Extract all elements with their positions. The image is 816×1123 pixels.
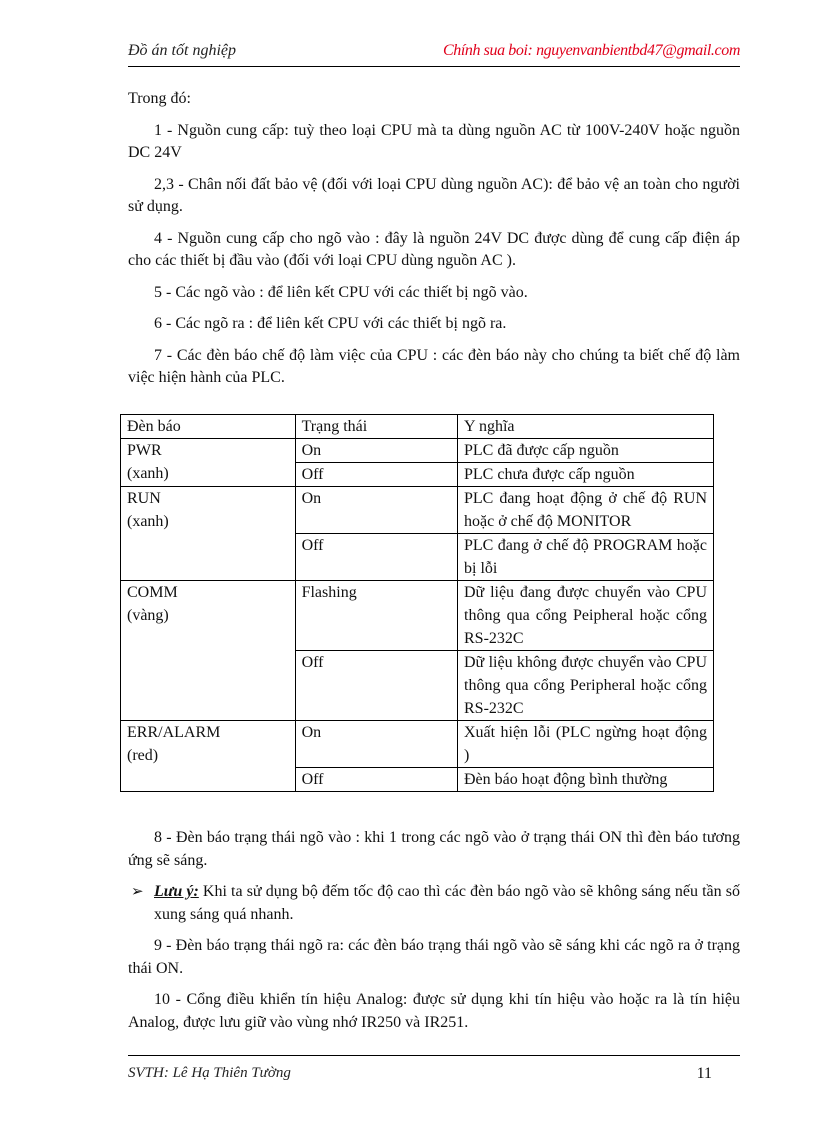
- led-name: PWR: [127, 442, 162, 459]
- state-cell: Off: [295, 768, 457, 792]
- header-meaning: Y nghĩa: [458, 415, 714, 439]
- item-5: 5 - Các ngõ vào : để liên kết CPU với các thiết bị ngõ vào.: [154, 283, 528, 301]
- note-text: Khi ta sử dụng bộ đếm tốc độ cao thì các đèn báo ngõ vào sẽ không sáng nếu tần số xung sáng quá nhanh.: [154, 883, 741, 923]
- page-footer: [128, 1055, 740, 1086]
- meaning-cell: PLC đang ở chế độ PROGRAM hoặc bị lỗi: [458, 534, 714, 581]
- led-name-cell: [121, 721, 296, 792]
- table-row: [121, 487, 714, 534]
- table-row: [121, 721, 714, 768]
- item-1: 1 - Nguồn cung cấp: tuỳ theo loại CPU mà ta dùng nguồn AC từ 100V-240V hoặc nguồn DC 24V: [128, 121, 740, 161]
- header-state: Trạng thái: [295, 415, 457, 439]
- led-color: (xanh): [127, 465, 169, 482]
- led-name-cell: [121, 581, 296, 721]
- item-8: 8 - Đèn báo trạng thái ngõ vào : khi 1 trong các ngõ vào ở trạng thái ON thì đèn báo tương ứng sẽ sáng.: [128, 829, 740, 869]
- item-7: 7 - Các đèn báo chế độ làm việc của CPU : các đèn báo này cho chúng ta biết chế độ làm việc hiện hành của PLC.: [128, 346, 740, 386]
- item-10: 10 - Cổng điều khiển tín hiệu Analog: được sử dụng khi tín hiệu vào hoặc ra là tín hiệu Analog, được lưu giữ vào vùng nhớ IR250 và IR251.: [128, 991, 740, 1031]
- state-cell: Off: [295, 534, 457, 581]
- led-name-cell: [121, 487, 296, 581]
- arrow-bullet-icon: ➢: [131, 884, 144, 900]
- state-cell: Off: [295, 463, 457, 487]
- meaning-cell: Đèn báo hoạt động bình thường: [458, 768, 714, 792]
- note-paragraph: [128, 881, 740, 926]
- page-header: [128, 40, 740, 67]
- led-name-cell: [121, 439, 296, 487]
- header-title: Đồ án tốt nghiệp: [128, 42, 236, 59]
- meaning-cell: Xuất hiện lỗi (PLC ngừng hoạt động ): [458, 721, 714, 768]
- state-cell: On: [295, 487, 457, 534]
- header-editor-credit: Chính sua boi: nguyenvanbientbd47@gmail.com: [442, 42, 740, 59]
- item-2-3: 2,3 - Chân nối đất bảo vệ (đối với loại CPU dùng nguồn AC): để bảo vệ an toàn cho người sử dụng.: [128, 175, 740, 215]
- meaning-cell: PLC đã được cấp nguồn: [458, 439, 714, 463]
- note-label: Lưu ý:: [154, 883, 199, 900]
- table-row: [121, 439, 714, 463]
- led-color: (xanh): [127, 513, 169, 530]
- led-name: COMM: [127, 584, 178, 601]
- item-4: 4 - Nguồn cung cấp cho ngõ vào : đây là nguồn 24V DC được dùng để cung cấp điện áp cho các thiết bị đầu vào (đối với loại CPU dùng nguồn AC ).: [128, 229, 740, 269]
- meaning-cell: PLC chưa được cấp nguồn: [458, 463, 714, 487]
- body-text-top: [128, 88, 740, 399]
- page-number: 11: [696, 1065, 712, 1082]
- table-header-row: [121, 415, 714, 439]
- led-color: (red): [127, 747, 159, 764]
- body-text-bottom: [128, 827, 740, 1043]
- state-cell: Off: [295, 651, 457, 721]
- led-name: RUN: [127, 490, 161, 507]
- meaning-cell: Dữ liệu đang được chuyển vào CPU thông qua cổng Peipheral hoặc cổng RS-232C: [458, 581, 714, 651]
- state-cell: Flashing: [295, 581, 457, 651]
- led-color: (vàng): [127, 607, 169, 624]
- led-status-table: [120, 414, 714, 792]
- state-cell: On: [295, 439, 457, 463]
- footer-student-name: SVTH: Lê Hạ Thiên Tường: [128, 1065, 291, 1081]
- item-9: 9 - Đèn báo trạng thái ngõ ra: các đèn báo trạng thái ngõ vào sẽ sáng khi các ngõ ra ở trạng thái ON.: [128, 937, 740, 977]
- state-cell: On: [295, 721, 457, 768]
- header-led: Đèn báo: [121, 415, 296, 439]
- intro-text: Trong đó:: [128, 90, 191, 107]
- table-row: [121, 581, 714, 651]
- meaning-cell: Dữ liệu không được chuyển vào CPU thông qua cổng Peripheral hoặc cổng RS-232C: [458, 651, 714, 721]
- item-6: 6 - Các ngõ ra : để liên kết CPU với các thiết bị ngõ ra.: [154, 315, 507, 332]
- led-name: ERR/ALARM: [127, 724, 221, 741]
- meaning-cell: PLC đang hoạt động ở chế độ RUN hoặc ở chế độ MONITOR: [458, 487, 714, 534]
